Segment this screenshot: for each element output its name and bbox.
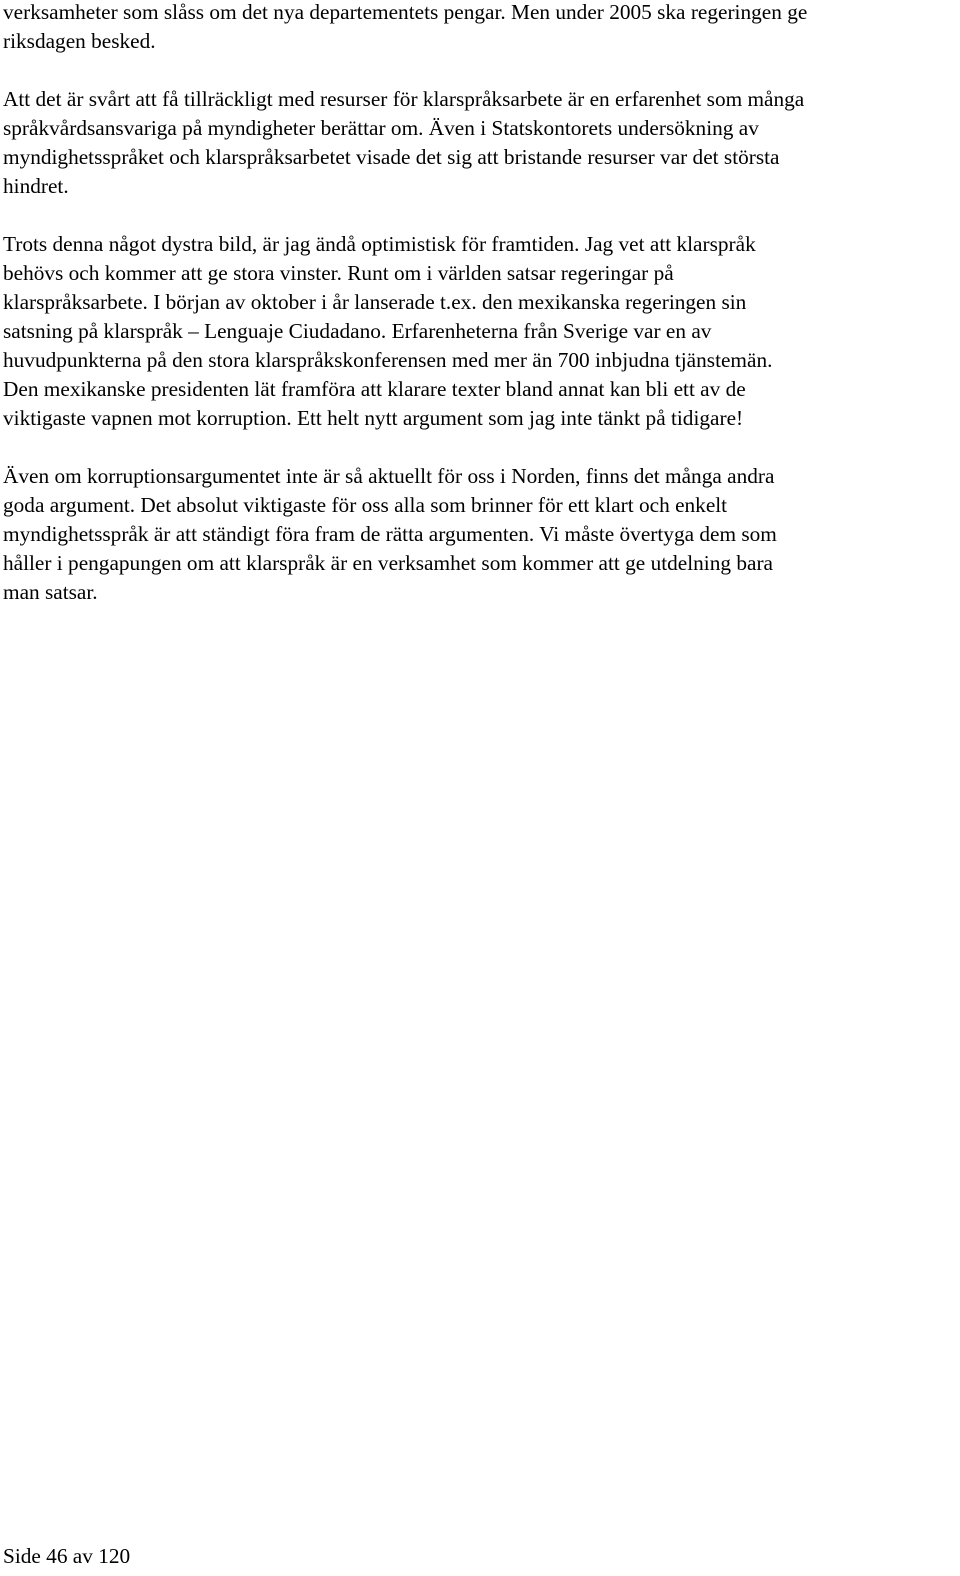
text-line: språkvårdsansvariga på myndigheter berättar om. Även i Statskontorets undersökning av xyxy=(3,116,759,140)
text-line: huvudpunkterna på den stora klarspråkskonferensen med mer än 700 inbjudna tjänstemän. xyxy=(3,348,773,372)
text-line: riksdagen besked. xyxy=(3,29,156,53)
paragraph-4 xyxy=(3,462,957,607)
page-number-footer: Side 46 av 120 xyxy=(3,1544,131,1568)
paragraph-2 xyxy=(3,85,957,201)
text-line: man satsar. xyxy=(3,580,98,604)
text-line: myndighetsspråk är att ständigt föra fram de rätta argumenten. Vi måste övertyga dem som xyxy=(3,522,777,546)
text-line: håller i pengapungen om att klarspråk är en verksamhet som kommer att ge utdelning bara xyxy=(3,551,773,575)
paragraph-3 xyxy=(3,230,957,433)
text-line: hindret. xyxy=(3,174,69,198)
text-line: viktigaste vapnen mot korruption. Ett helt nytt argument som jag inte tänkt på tidigare! xyxy=(3,406,744,430)
body-text xyxy=(3,0,957,636)
text-line: satsning på klarspråk – Lenguaje Ciudadano. Erfarenheterna från Sverige var en av xyxy=(3,319,712,343)
text-line: verksamheter som slåss om det nya departementets pengar. Men under 2005 ska regeringen ge xyxy=(3,0,808,24)
text-line: Att det är svårt att få tillräckligt med resurser för klarspråksarbete är en erfarenhet som många xyxy=(3,87,805,111)
text-line: klarspråksarbete. I början av oktober i år lanserade t.ex. den mexikanska regeringen sin xyxy=(3,290,747,314)
text-line: myndighetsspråket och klarspråksarbetet visade det sig att bristande resurser var det största xyxy=(3,145,780,169)
text-line: goda argument. Det absolut viktigaste för oss alla som brinner för ett klart och enkelt xyxy=(3,493,728,517)
paragraph-1 xyxy=(3,0,957,56)
text-line: behövs och kommer att ge stora vinster. Runt om i världen satsar regeringar på xyxy=(3,261,674,285)
text-line: Trots denna något dystra bild, är jag ändå optimistisk för framtiden. Jag vet att klarspråk xyxy=(3,232,756,256)
text-line: Den mexikanske presidenten lät framföra att klarare texter bland annat kan bli ett av de xyxy=(3,377,746,401)
text-line: Även om korruptionsargumentet inte är så aktuellt för oss i Norden, finns det många andra xyxy=(3,464,775,488)
